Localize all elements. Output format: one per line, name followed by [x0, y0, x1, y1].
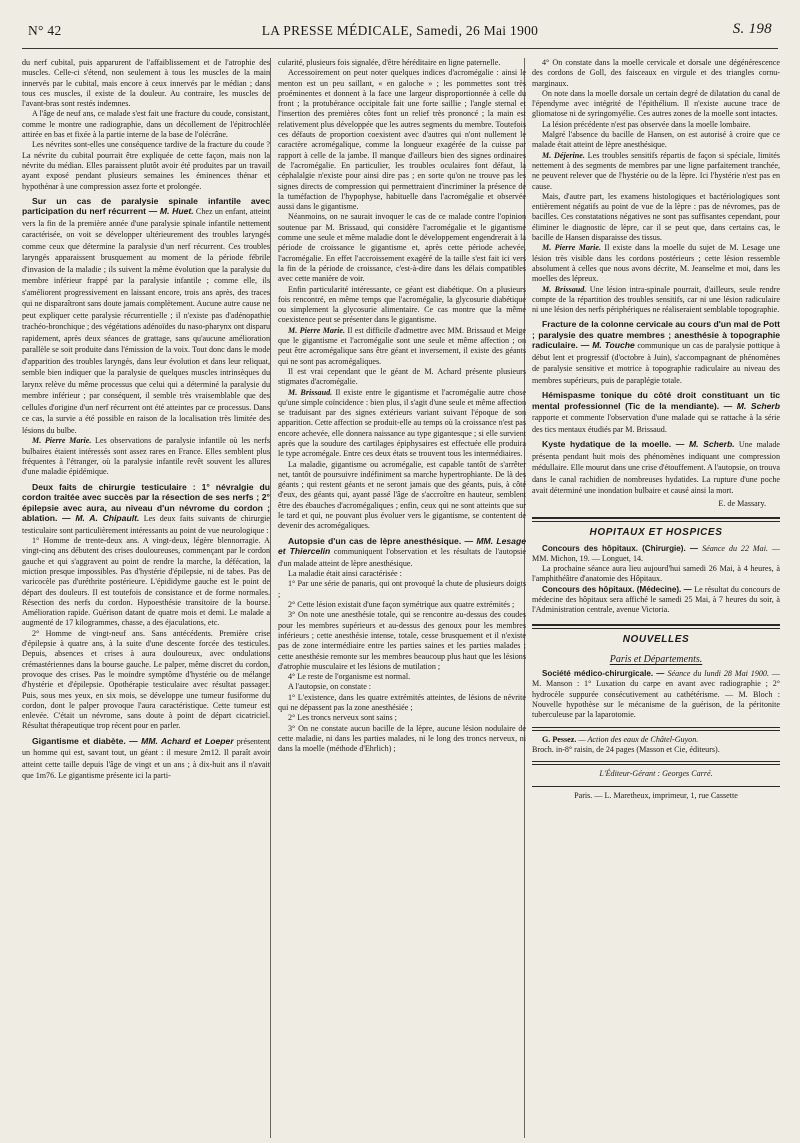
section-title-nouvelles: NOUVELLES [622, 633, 690, 645]
paragraph: La prochaine séance aura lieu aujourd'hui samedi 26 Mai, à 4 heures, à l'amphithéâtre d'anatomie des Hôpitaux. [532, 564, 780, 584]
paragraph: cularité, plusieurs fois signalée, d'être héréditaire en ligne paternelle. [278, 58, 501, 67]
printer-line: Paris. — L. Maretheux, imprimeur, 1, rue Cassette [574, 790, 738, 800]
paragraph: 3° On note une anesthésie totale, qui se rencontre au-dessus des coudes pour les membres supérieurs et au-dessus des genoux pour les membres inférieurs ; cette anesthésie intense, totale, cesse brusquement et il n'existe pas de zone intermédiaire entre les parties saines et les parties malades ; cette anesthésie remonte sur les membres beaucoup plus haut que les lésions d'atrophie musculaire et les lésions de mutilation ; [278, 610, 526, 671]
paragraph: A l'âge de neuf ans, ce malade s'est fait une fracture du coude, consistant, comme le montre une radiographie, dans un décollement de l'épitrochlée attirée en bas et fixée à la partie interne de la base de l'olécrâne. [22, 109, 270, 140]
header-rule [22, 48, 778, 49]
paragraph: On note dans la moelle dorsale un certain degré de dilatation du canal de l'épendyme avec intégrité de l'épithélium. Il n'existe aucune trace de gliomatose ni de syringomyélie. Ces autres zones de la moelle sont intactes. [532, 88, 780, 119]
section-title-hopitaux: HOPITAUX ET HOSPICES [589, 527, 723, 539]
paragraph: 1° L'existence, dans les quatre extrémités atteintes, de lésions de névrite qui ne dépassent pas la zone anesthésiée ; [278, 692, 526, 713]
article-heading: Gigantisme et diabète. — MM. Achard et Loeper présentent un homme qui est, savant tout, un géant : il mesure 2m12. Il paraît avoir atteint cette taille depuis l'âge de vingt et un ans ; à dix-huit ans il n'avait que 1m76. Le gigantisme présente ici la parti- [22, 735, 270, 781]
paragraph: La maladie était ainsi caractérisée : [288, 569, 402, 579]
paragraph: 3° On ne constate aucun bacille de la lèpre, aucune lésion nodulaire de cette maladie, ni dans les parties malades, ni le long des troncs nerveux, ni dans la moelle (méthode d'Ehrlich) ; [278, 723, 526, 754]
paragraph: M. Déjerine. Les troubles sensitifs répartis de façon si spéciale, limités nettement à des segments de membres par une ligne parfaitement tranchée, ne peuvent relever que de l'hystérie ou de la lèpre. Ici l'hystérie n'est pas en cause. [532, 150, 780, 191]
article-heading: Sur un cas de paralysie spinale infantile avec participation du nerf récurrent — M. Huet. Chez un enfant, atteint vers la fin de la première année d'une paralysie spinale infantile nettement caractérisée, on voit se développer ultérieurement des troubles laryngés comme ceux que détermine la paralysie d'un nerf récurrent. Ces troubles laryngés apparaissent brusquement au moment de la période fébrile d'invasion de la maladie ; ils suivent la même évolution que la paralysie du membre inférieur frappé par la paralysie infantile ; comme elle, ils s'améliorent progressivement en laissant encore, trois ans après, des traces qui ne disparaîtront sans doute jamais complètement. Aucune autre cause ne peut expliquer cette paralysie récurrentielle ; il n'existe pas d'adénopathie trachéo-bronchique ; des végétations adénoïdes du naso-pharynx ont disparu rapidement, après deux séances de grattage, sans qu'aucune amélioration parallèle se soit produite dans l'émission de la voix. Tout donc dans le mode d'apparition des troubles laryngés, dans leur évolution et dans leur reliquat, semble bien indiquer que la paralysie de quelques muscles intrinsèques du larynx relève du même processus que celui qui a déterminé la paralysie du membre inférieur ; par conséquent, il semble très vraisemblable que des cellules d'origine d'un nerf récurrent ont été atteintes par ce processus. Dans ce cas, la survie a été possible en raison de la localisation très limitée des lésions du bulbe. [22, 195, 270, 435]
paragraph: Mais, d'autre part, les examens histologiques et bactériologiques sont entièrement négatifs au point de vue de la lèpre : pas de névromes, pas de bacilles. Ces constatations négatives ne sont pas suffisantes cependant, pour éliminer le diagnostic de lèpre, car il se peut que, dans certains cas, le bacille de Hansen disparaisse des tissus. [532, 191, 780, 243]
paragraph: M. Brissaud. Il existe entre le gigantisme et l'acromégalie autre chose qu'une simple coïncidence : bien plus, il s'agit d'une seule et même affection se traduisant par des signes extérieurs variant suivant l'époque de son apparition. Cette affection se produit-elle au temps où la croissance n'est pas encore achevée, elle donnera naissance au type gigantesque ; si elle survient après que la soudure des cartilages épiphysaires est effectuée elle produira le type acromégale. Entre ces deux états se trouvent tous les intermédiaires. [278, 387, 526, 459]
paragraph: M. Pierre Marie. Il est difficile d'admettre avec MM. Brissaud et Meige que le gigantisme et l'acromégalie sont une seule et même affection ; on peut être acromégalique sans être géant et inversement, il existe des géants qui ne sont pas acromégaliques. [278, 325, 526, 366]
article-heading: Kyste hydatique de la moelle. — M. Scherb. Une malade présenta pendant huit mois des phénomènes indiquant une compression médullaire. Elle mourut dans une crise d'étouffement. A l'autopsie, on trouva dans le canal rachidien de nombreuses hydatides. La rupture d'une poche avait déterminé une inondation bulbaire et causé ainsi la mort. [532, 439, 780, 496]
paragraph: Il est vrai cependant que le géant de M. Achard présente plusieurs stigmates d'acromégalie. [278, 366, 526, 387]
paragraph: 2° Les troncs nerveux sont sains ; [288, 713, 397, 723]
column-3 [532, 58, 780, 1140]
column-1 [22, 58, 270, 1140]
column-2 [278, 58, 526, 1140]
paragraph: du nerf cubital, puis apparurent de l'affaiblissement et de l'atrophie des muscles. Celle-ci s'étend, non seulement à tous les muscles de la main innervés par le cubital, mais encore à ceux innervés par le médian ; dans tous ces muscles, il existe de la douleur. Au contraire, les muscles de l'avant-bras sont restés indemnes. [22, 58, 270, 109]
article-heading: Autopsie d'un cas de lèpre anesthésique. — MM. Lesage et Thiercelin communiquent l'observation et les résultats de l'autopsie d'un malade atteint de lèpre anesthésique. [278, 535, 526, 568]
paragraph: M. Pierre Marie. Les observations de paralysie infantile où les nerfs bulbaires étaient intéressés sont assez rares en France. Elles semblent plus fréquentes à l'étranger, où la paralysie infantile revêt souvent les allures d'une maladie épidémique. [22, 436, 270, 477]
article-heading: Deux faits de chirurgie testiculaire : 1° névralgie du cordon traitée avec succès par la résection de ses nerfs ; 2° épilepsie avec aura, au niveau d'un névrome du cordon ; ablation. — M. A. Chipault. Les deux faits suivants de chirurgie testiculaire sont particulièrement intéressants au point de vue neurologique : [22, 481, 270, 535]
article-heading: Fracture de la colonne cervicale au cours d'un mal de Pott ; paralysie des quatre membres ; anesthésie à topographie radiculaire. — M. Touche communique un cas de paralysie pottique à début lent et progressif (d'octobre à Juin), s'accompagnant de phénomènes de paralysie sensitive et motrice à topographie radiculaire au niveau des membres supérieurs, puis de paraplégie totale. [532, 319, 780, 385]
article-heading: Hémispasme tonique du côté droit constituant un tic mental professionnel (Tic de la mendiante). — M. Scherb rapporte et commente l'observation d'une malade qui se rattache à la série des tics mentaux étudiés par M. Brissaud. [532, 390, 780, 434]
section-rule [532, 517, 780, 522]
divider [532, 786, 780, 787]
paragraph: Concours des hôpitaux. (Chirurgie). — Séance du 22 Mai. — MM. Michon, 19. — Longuet, 14. [532, 543, 780, 563]
paragraph: A l'autopsie, on constate : [288, 682, 372, 692]
page-number: S. 198 [732, 21, 772, 37]
paragraph: 2° Cette lésion existait d'une façon symétrique aux quatre extrémités ; [288, 600, 515, 610]
paragraph: La lésion précédente n'est pas observée dans la moelle lombaire. [542, 119, 751, 129]
paragraph: 4° On constate dans la moelle cervicale et dorsale une dégénérescence des cordons de Goll, des faisceaux en virgule et des triangles cornu-marginaux. [532, 58, 780, 88]
paragraph: M. Pierre Marie. Il existe dans la moelle du sujet de M. Lesage une lésion très visible dans les cordons postérieurs ; cette lésion ressemble absolument à celles que nous avons décrite, M. Jeanselme et moi, dans les moelles des lépreux. [532, 243, 780, 284]
issue-number: N° 42 [28, 23, 62, 38]
paragraph: 2° Homme de vingt-neuf ans. Sans antécédents. Première crise d'épilepsie à quatre ans, à la suite d'une descente forcée des testicules. Depuis, absences et crises à aura douloureux, avec ondulations crémastériennes dans la bourse gauche. Le palper, même discret du cordon, provoque des crises. Pas le moindre symptôme d'hystérie ou de mélange d'hystérie et d'épilepsie. Opothérapie testiculaire avec résultat passager. Puis, sous mes yeux, en six mois, se développe une tumeur fusiforme du cordon, dont le palper provoque l'aura caractéristique. Cette tumeur est enlevée. C'était un névrome, sans doute à point de départ cicatriciel. Résultat thérapeutique trop récent pour en parler. [22, 628, 270, 731]
divider [532, 761, 780, 765]
paragraph: Concours des hôpitaux. (Médecine). — Le résultat du concours de médecine des hôpitaux sera affiché le samedi 25 Mai, à 7 heures du soir, à l'Administration centrale, avenue Victoria. [532, 584, 780, 615]
paragraph: La maladie, gigantisme ou acromégalie, est capable tantôt de s'arrêter net, tantôt de poursuivre indéfiniment sa marche hypertrophiante. De là des géants ; qui restent géants et ne seront jamais que des géants, puis, à côté d'eux, des géants qui, ayant passé l'âge de s'accroître en hauteur, semblent être des ébauches d'acromégaliques ; enfin, ceux qui ne sont atteints que sur le tard et qui, ne pouvant plus évoluer vers le gigantisme, se contentent de devenir des acromégaliques. [278, 459, 526, 531]
paragraph: Enfin particularité intéressante, ce géant est diabétique. On a plusieurs fois rencontré, en même temps que l'acromégalie, la glycosurie diabétique ou simplement la glycosurie alimentaire. Ce cas montre que la même coexistence peut se présenter dans le gigantisme. [278, 284, 526, 325]
paragraph: 4° Le reste de l'organisme est normal. [288, 672, 411, 682]
subsection-title: Paris et Départements. [609, 653, 703, 665]
paragraph: Société médico-chirurgicale. — Séance du lundi 28 Mai 1900. — M. Manson : 1° Luxation du carpe en avant avec radiographie ; 2° hydrocèle suppurée consécutivement au cathétérisme. — M. Bloch : Nouvelle hypothèse sur le mécanisme de la guérison, de la péritonite tuberculeuse par la laparotomie. [532, 669, 780, 720]
book-notice: G. Pessez. — Action des eaux de Châtel-Guyon. [542, 734, 699, 744]
publisher-line: L'Éditeur-Gérant : Georges Carré. [599, 769, 713, 779]
paragraph: Les névrites sont-elles une conséquence tardive de la fracture du coude ? La névrite du cubital pourrait être expliquée de cette façon, mais non la névrite du médian. Elles paraissent plutôt avoir été produites par un travail ayant exposé pendant plusieurs semaines les éminences thénar et hypothénar à une compression assez forte et prolongée. [22, 140, 270, 191]
section-rule [532, 624, 780, 629]
paragraph: 1° Par une série de panaris, qui ont provoqué la chute de plusieurs doigts ; [278, 579, 526, 599]
paragraph: 1° Homme de trente-deux ans. A vingt-deux, légère blennorragie. A vingt-cinq ans débutent des crises douloureuses, commençant par le cordon gauche et qui s'aggravent au point de rendre la marche, la défécation, la miction presque impossibles. Pas d'hystérie d'épilepsie, ni de tabes. Pas de varicocèle pas d'uréthrite postérieure. L'épididyme gauche est le point de départ des douleurs. Il est toutefois de consistance et de forme normales. Résection des nerfs du cordon. Hypoesthésie transitoire de la bourse. Amélioration rapide. Guérison datant de quatre mois et demi. Le malade a augmenté de 17 kilogrammes, chasse, a des éjaculations, etc. [22, 536, 270, 628]
paragraph: Néanmoins, on ne saurait invoquer le cas de ce malade contre l'opinion soutenue par M. Brissaud, qui considère l'acromégalie et le gigantisme comme une seule et même maladie dont le développement engendrerait à la période de croissance le gigantisme et, après cette période achevée, l'acromégalie. En effet l'accroissement exagéré de la taille s'est fait ici vers la fin de la période de croissance, c'est-à-dire dans les délais compatibles avec cette manière de voir. [278, 212, 526, 284]
column-separator [270, 58, 271, 1138]
journal-title: LA PRESSE MÉDICALE, Samedi, 26 Mai 1900 [261, 23, 539, 38]
book-details: Broch. in-8° raisin, de 24 pages (Masson et Cie, éditeurs). [532, 744, 720, 754]
page-header [28, 20, 772, 42]
paragraph: M. Brissaud. Une lésion intra-spinale pourrait, d'ailleurs, seule rendre compte de la répartition des troubles sensitifs, car ni une lésion radiculaire ni une lésion des nerfs périphériques ne réaliseraient semblable topographie. [532, 284, 780, 315]
paragraph: Malgré l'absence du bacille de Hansen, on est autorisé à croire que ce malade était atteint de lèpre anesthésique. [532, 130, 780, 150]
paragraph: Accessoirement on peut noter quelques indices d'acromégalie : ainsi le menton est un peu saillant, « en galoche » ; les pommettes sont très proéminentes et donnent à la face une largeur disproportionnée à celle du front ; la protubérance occipitale fait une forte saillie ; l'angle sternal et l'insertion des premières côtes font un relief très prononcé ; la main est relativement plus développée que les autres segments du membre. Toutefois ces défauts de proportion coexistent avec d'autres qui n'ont nullement le caractère acromégalique, comme la longueur exagérée de la cuisse par rapport à celle de la jambe. Il manque d'ailleurs bien des signes ordinaires de l'acromégalie. En particulier, les troubles oculaires font défaut, la céphalalgie n'existe pour ainsi dire pas ; en sorte qu'on ne trouve pas les signes directs de compression qui permettraient d'incriminer la présence de la tuméfaction de l'hypophyse, habituelle dans l'acromégalie et observée aussi dans le gigantisme. [278, 68, 526, 212]
divider [532, 727, 780, 731]
signature: E. de Massary. [718, 498, 766, 508]
